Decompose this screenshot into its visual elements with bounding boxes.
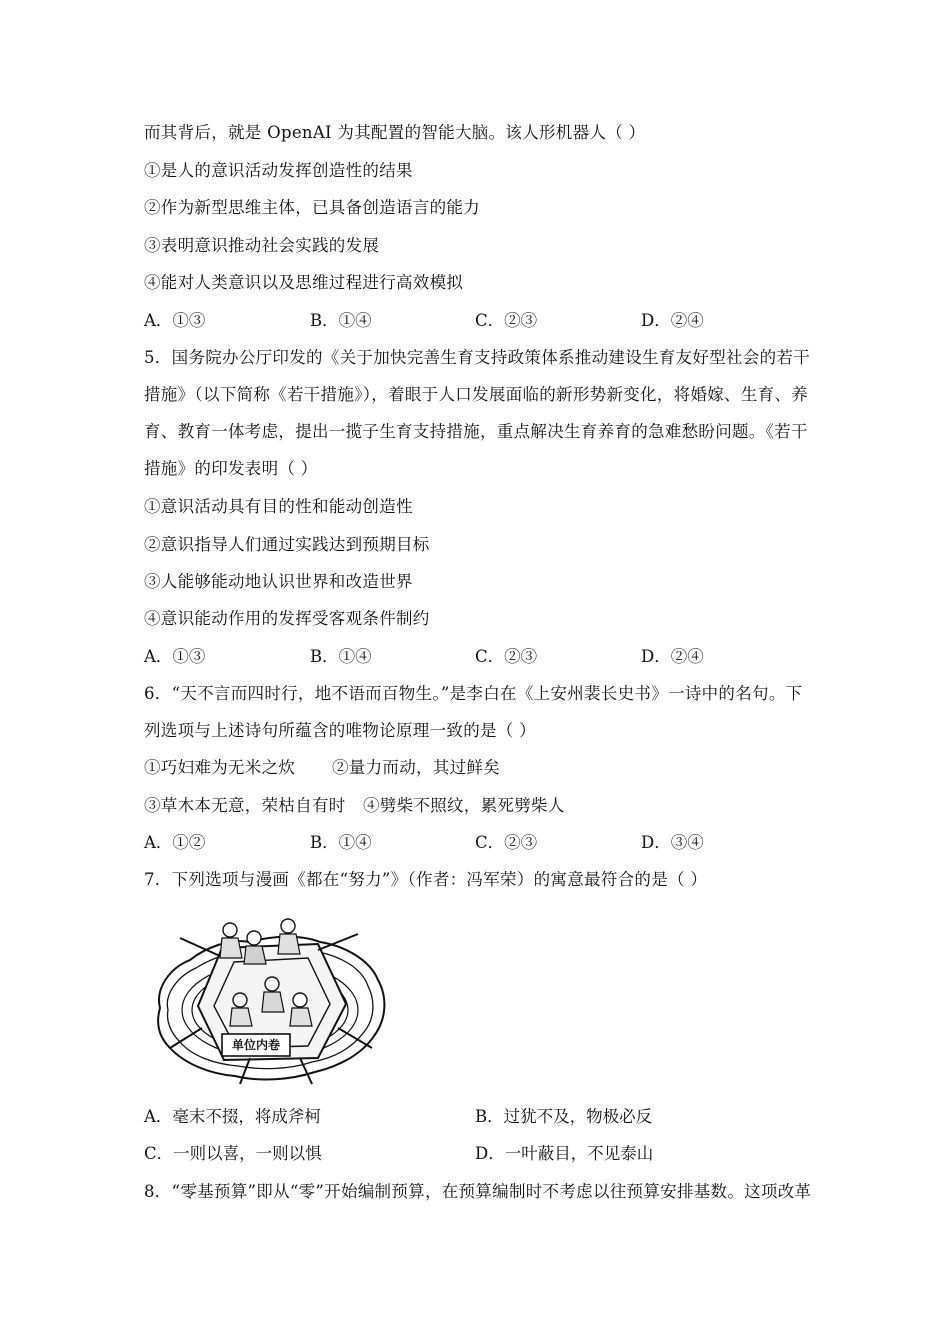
q4-item-2: ②作为新型思维主体，已具备创造语言的能力	[144, 198, 480, 217]
q8-stem: 8．“零基预算”即从“零”开始编制预算，在预算编制时不考虑以往预算安排基数。这项改革	[144, 1182, 812, 1201]
q4-option-c[interactable]: C．②③	[475, 311, 538, 330]
q7-stem: 7．下列选项与漫画《都在“努力”》（作者：冯军荣）的寓意最符合的是（ ）	[144, 870, 708, 889]
q4-item-4: ④能对人类意识以及思维过程进行高效模拟	[144, 273, 464, 292]
q5-item-4: ④意识能动作用的发挥受客观条件制约	[144, 609, 430, 628]
comic-sign-label: 单位内卷	[231, 1038, 280, 1052]
q5-item-2: ②意识指导人们通过实践达到预期目标	[144, 535, 430, 554]
q7-option-c[interactable]: C．一则以喜，一则以惧	[144, 1144, 322, 1163]
q7-option-b[interactable]: B．过犹不及，物极必反	[475, 1107, 653, 1126]
q6-option-c[interactable]: C．②③	[475, 833, 538, 852]
q5-stem-line-1: 5．国务院办公厅印发的《关于加快完善生育支持政策体系推动建设生育友好型社会的若干	[144, 348, 810, 367]
comic-illustration	[150, 908, 390, 1090]
q6-stem-line-1: 6．“天不言而四时行，地不语而百物生。”是李白在《上安州裴长史书》一诗中的名句。下	[144, 684, 803, 703]
q6-item-4: ④劈柴不照纹，累死劈柴人	[363, 796, 565, 815]
q6-option-a[interactable]: A．①②	[144, 833, 206, 852]
q4-option-b[interactable]: B．①④	[310, 311, 372, 330]
q6-item-3: ③草木本无意，荣枯自有时	[144, 796, 346, 815]
q6-option-b[interactable]: B．①④	[310, 833, 372, 852]
q7-option-a[interactable]: A．毫末不掇，将成斧柯	[144, 1107, 321, 1126]
q6-item-2: ②量力而动，其过鲜矣	[332, 758, 500, 777]
q5-option-d[interactable]: D．②④	[641, 647, 704, 666]
q5-stem-line-4: 措施》的印发表明（ ）	[144, 459, 318, 478]
q4-option-d[interactable]: D．②④	[641, 311, 704, 330]
q5-option-b[interactable]: B．①④	[310, 647, 372, 666]
q4-option-a[interactable]: A．①③	[144, 311, 206, 330]
q4-stem: 而其背后，就是 OpenAI 为其配置的智能大脑。该人形机器人（ ）	[144, 123, 646, 142]
q6-stem-line-2: 列选项与上述诗句所蕴含的唯物论原理一致的是（ ）	[144, 721, 536, 740]
q5-stem-line-3: 育、教育一体考虑，提出一揽子生育支持措施，重点解决生育养育的急难愁盼问题。《若干	[144, 422, 808, 441]
q6-option-d[interactable]: D．③④	[641, 833, 704, 852]
q5-stem-line-2: 措施》（以下简称《若干措施》），着眼于人口发展面临的新形势新变化，将婚嫁、生育、养	[144, 385, 809, 404]
q5-option-a[interactable]: A．①③	[144, 647, 206, 666]
q5-item-3: ③人能够能动地认识世界和改造世界	[144, 572, 413, 591]
q4-item-3: ③表明意识推动社会实践的发展	[144, 236, 380, 255]
q6-item-1: ①巧妇难为无米之炊	[144, 758, 296, 777]
q5-option-c[interactable]: C．②③	[475, 647, 538, 666]
q7-option-d[interactable]: D．一叶蔽目，不见泰山	[475, 1144, 654, 1163]
q4-item-1: ①是人的意识活动发挥创造性的结果	[144, 161, 413, 180]
q5-item-1: ①意识活动具有目的性和能动创造性	[144, 497, 413, 516]
